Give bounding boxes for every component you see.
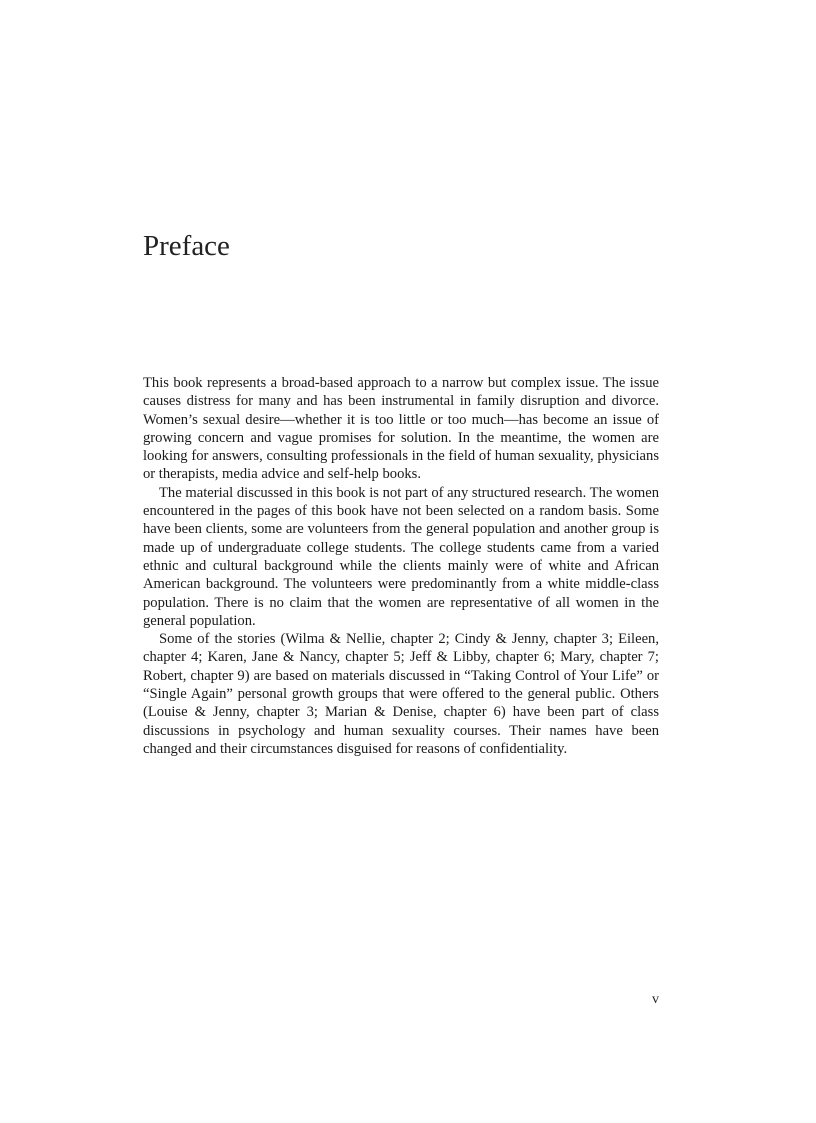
page-title: Preface — [143, 230, 230, 262]
paragraph-1: This book represents a broad-based approach to a narrow but complex issue. The issue causes distress for many and has been instrumental in family disruption and divorce. Women’s sexual desire—whether it is too little or too much—has become an issue of growing concern and vague promises for solution. In the meantime, the women are looking for answers, consulting professionals in the field of human sexuality, physicians or therapists, media advice and self-help books. — [143, 375, 659, 483]
page-number: v — [652, 992, 659, 1007]
preface-body — [143, 374, 659, 758]
paragraph-2: The material discussed in this book is not part of any structured research. The women encountered in the pages of this book have not been selected on a random basis. Some have been clients, some are volunteers from the general population and another group is made up of undergraduate college students. The college students came from a varied ethnic and cultural background while the clients mainly were of white and African American background. The volunteers were predominantly from a white middle-class population. There is no claim that the women are representative of all women in the general population. — [143, 484, 659, 629]
paragraph-3: Some of the stories (Wilma & Nellie, chapter 2; Cindy & Jenny, chapter 3; Eileen, chapter 4; Karen, Jane & Nancy, chapter 5; Jeff & Libby, chapter 6; Mary, chapter 7; Robert, chapter 9) are based on materials discussed in “Taking Control of Your Life” or “Single Again” personal growth groups that were offered to the general public. Others (Louise & Jenny, chapter 3; Marian & Denise, chapter 6) have been part of class discussions in psychology and human sexuality courses. Their names have been changed and their circumstances disguised for reasons of confidentiality. — [143, 631, 659, 757]
